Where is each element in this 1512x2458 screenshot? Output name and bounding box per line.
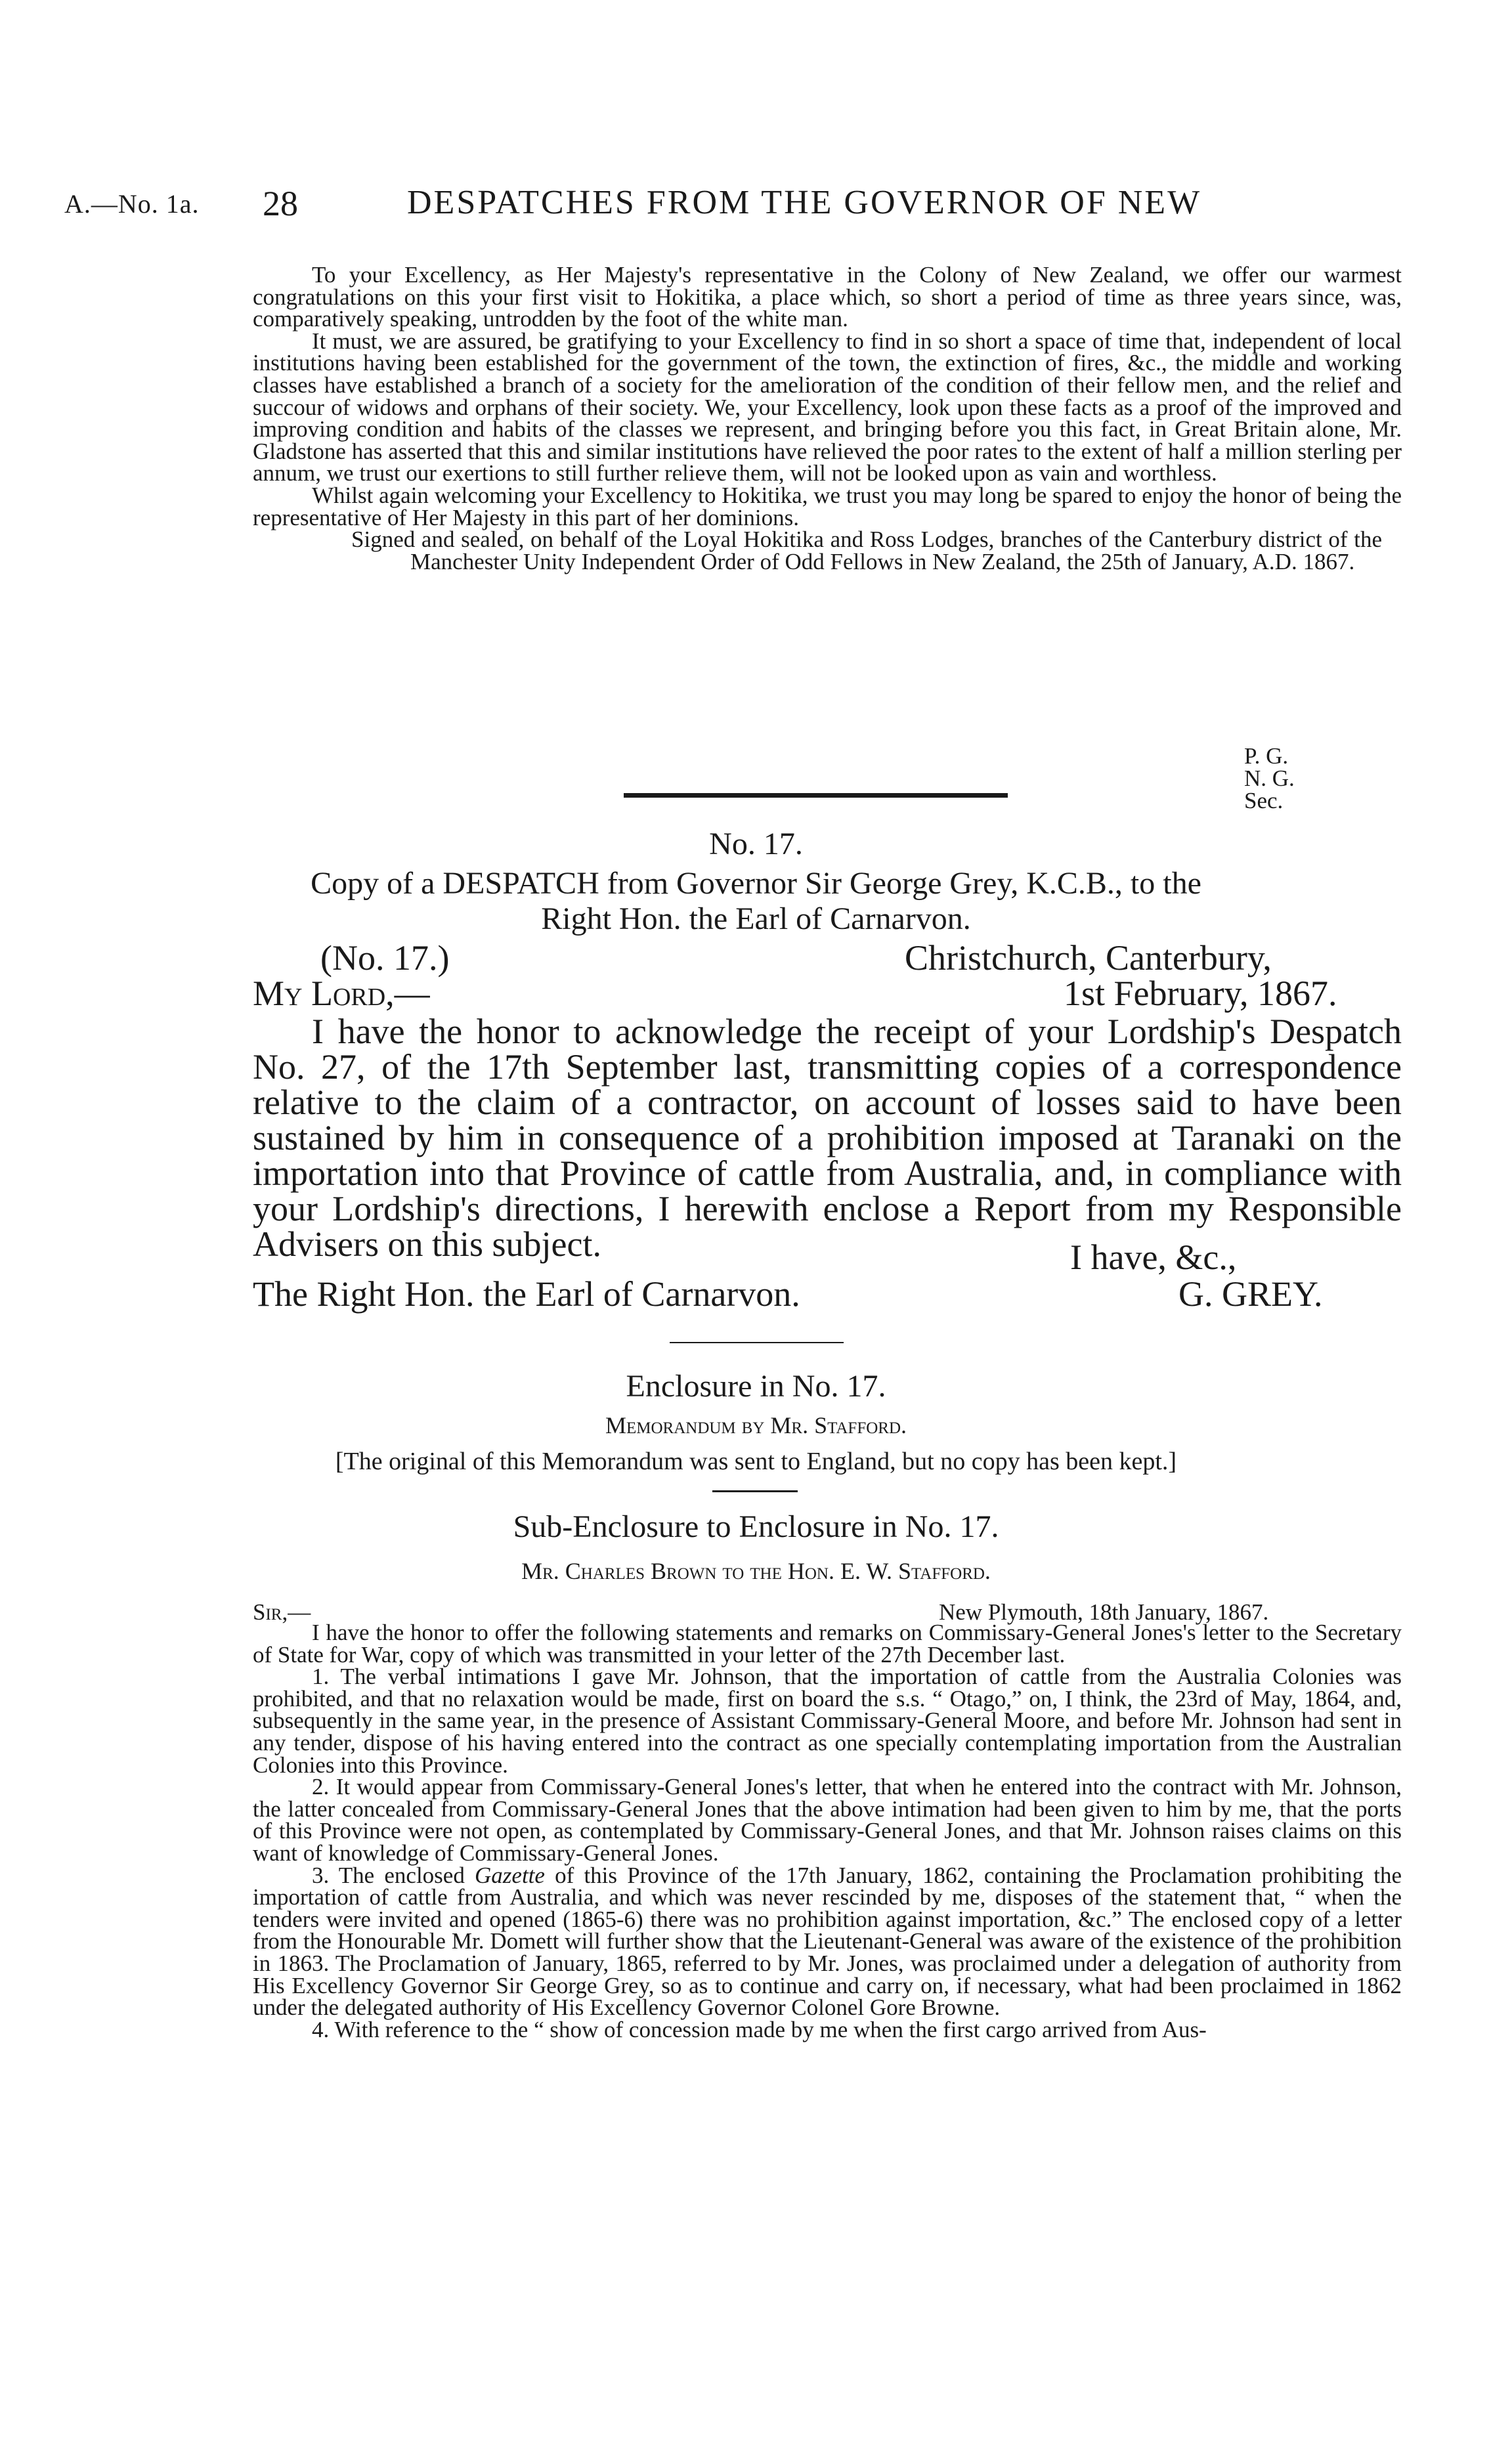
despatch-body <box>253 1014 1402 1262</box>
address-paragraph-3: Whilst again welcoming your Excellency to Hokitika, we trust you may long be spared to enjoy the honor of being the representative of Her Majesty in this part of her dominions. <box>253 482 1402 530</box>
sub-enclosure-paragraph-4: 4. With reference to the “ show of concession made by me when the first cargo arrived from Aus- <box>312 2016 1207 2042</box>
despatch-salutation: My Lord,— <box>253 974 430 1013</box>
address-body <box>253 264 1402 572</box>
signatory-sec: Sec. <box>1244 788 1284 813</box>
despatch-place: Christchurch, Canterbury, <box>905 938 1272 978</box>
address-signed: Signed and sealed, on behalf of the Loyal Hokitika and Ross Lodges, branches of the Canterbury district of the Manchester Unity Independent Order of Odd Fellows in New Zealand, the 25th of January, A.D. 1867. <box>351 527 1382 574</box>
address-paragraph-2: It must, we are assured, be gratifying to your Excellency to find in so short a space of time that, independent of local institutions having been established for the government of the town, the extinction of fires, &c., the middle and working classes have established a branch of a society for the amelioration of the condition of their fellow men, and the relief and succour of widows and orphans of their society. We, your Excellency, look upon these facts as a proof of the improved and improving condition and habits of the classes we represent, and bringing before you this fact, in Great Britain alone, Mr. Gladstone has asserted that this and similar institutions have relieved the poor rates to the extent of half a million sterling per annum, we trust our exertions to still further relieve them, will not be looked upon as vain and worthless. <box>253 328 1402 486</box>
sub-enclosure-title: Sub-Enclosure to Enclosure in No. 17. <box>513 1509 999 1544</box>
section-divider <box>712 1490 798 1492</box>
sub-enclosure-paragraph-3 <box>253 1862 1402 2021</box>
page-number: 28 <box>263 184 298 223</box>
sub-enclosure-paragraph-intro: I have the honor to offer the following statements and remarks on Commissary-General Jones's letter to the Secretary of State for War, copy of which was transmitted in your letter of the 27th December last. <box>253 1620 1402 1668</box>
sub-enclosure-paragraph-1: 1. The verbal intimations I gave Mr. Johnson, that the importation of cattle from the Australia Colonies was prohibited, and that no relaxation would be made, first on board the s.s. “ Otago,” on, I think, the 23rd of May, 1864, and, subsequently in the same year, in the presence of Assistant Commissary-General Moore, and before Mr. Johnson had sent in any tender, dispose of his having entered into the contract as one specially contemplating importation from the Australian Colonies into this Province. <box>253 1664 1402 1778</box>
signatory-ng: N. G. <box>1244 765 1295 791</box>
sub-enclosure-paragraph-2: 2. It would appear from Commissary-General Jones's letter, that when he entered into the contract with Mr. Johnson, the latter concealed from Commissary-General Jones that the above intimation had been given to him by me, that the ports of this Province were not open, as contemplated by Commissary-General Jones, and that Mr. Johnson raises claims on this want of knowledge of Commissary-General Jones. <box>253 1774 1402 1866</box>
address-signatories <box>1244 745 1375 812</box>
document-reference: A.—No. 1a. <box>64 189 200 219</box>
section-divider <box>670 1342 844 1343</box>
gazette-word: Gazette <box>475 1862 545 1888</box>
despatch-signature: G. GREY. <box>1178 1274 1323 1314</box>
signatory-pg: P. G. <box>1244 743 1289 769</box>
despatch-closing: I have, &c., <box>1070 1238 1237 1277</box>
para3-prefix: 3. The enclosed <box>312 1862 475 1888</box>
despatch-date: 1st February, 1867. <box>1064 974 1337 1013</box>
despatch-paragraph: I have the honor to acknowledge the receipt of your Lordship's Despatch No. 27, of the 17th September last, transmitting copies of a correspondence relative to the claim of a contractor, on account of losses said to have been sustained by him in consequence of a prohibition imposed at Taranaki on the importation into that Province of cattle from Australia, and, in compliance with your Lordship's directions, I herewith enclose a Report from my Responsible Advisers on this subject. <box>253 1012 1402 1264</box>
running-title: DESPATCHES FROM THE GOVERNOR OF NEW <box>407 184 1202 221</box>
sub-enclosure-salutation: Sir,— <box>253 1599 311 1625</box>
despatch-title-line-1: Copy of a DESPATCH from Governor Sir George Grey, K.C.B., to the <box>311 866 1201 901</box>
enclosure-note: [The original of this Memorandum was sent to England, but no copy has been kept.] <box>335 1448 1177 1475</box>
sub-enclosure-place-date: New Plymouth, 18th January, 1867. <box>939 1599 1269 1625</box>
enclosure-title: Enclosure in No. 17. <box>626 1369 886 1404</box>
despatch-ref: (No. 17.) <box>320 938 450 978</box>
address-paragraph-1: To your Excellency, as Her Majesty's representative in the Colony of New Zealand, we offer our warmest congratulations on this your first visit to Hokitika, a place which, so short a period of time as three years since, was, comparatively speaking, untrodden by the foot of the white man. <box>253 262 1402 332</box>
despatch-number: No. 17. <box>709 827 803 861</box>
enclosure-subtitle: Memorandum by Mr. Stafford. <box>605 1412 907 1438</box>
despatch-title-line-2: Right Hon. the Earl of Carnarvon. <box>541 901 971 936</box>
sub-enclosure-subtitle: Mr. Charles Brown to the Hon. E. W. Stafford. <box>521 1558 991 1584</box>
sub-enclosure-body <box>253 1622 1402 2040</box>
para3-rest: of this Province of the 17th January, 1862, containing the Proclamation prohibiting the importation of cattle from Australia, and which was never rescinded by me, disposes of the statement that, “ when the tenders were invited and opened (1865-6) there was no prohibition against importation, &c.” The enclosed copy of a letter from the Honourable Mr. Domett will further show that the Lieutenant-General was aware of the existence of the prohibition in 1863. The Proclamation of January, 1865, referred to by Mr. Jones, was proclaimed under a delegation of authority from His Excellency Governor Sir George Grey, so as to continue and carry on, if necessary, what had been proclaimed in 1862 under the delegated authority of His Excellency Governor Colonel Gore Browne. <box>253 1862 1402 2021</box>
section-divider <box>624 793 1008 798</box>
despatch-addressee: The Right Hon. the Earl of Carnarvon. <box>253 1274 800 1314</box>
